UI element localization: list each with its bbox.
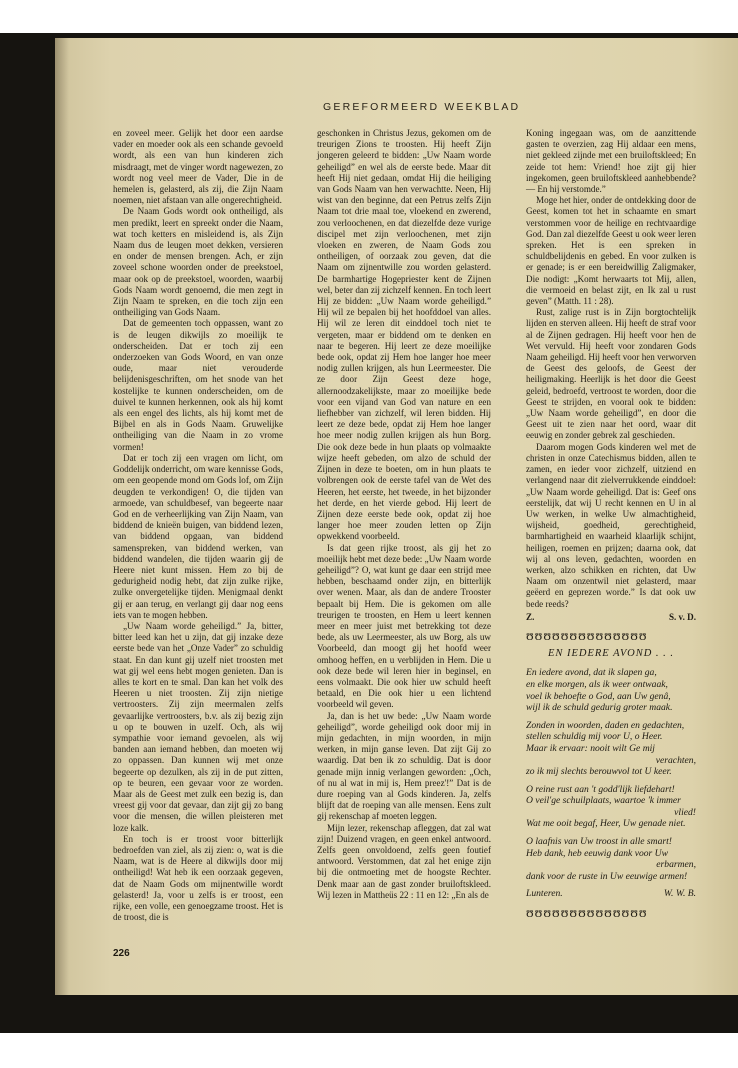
paragraph: Koning ingegaan was, om de aanzittende gasten te overzien, zag Hij aldaar een mens, niet gekleed zijnde met een bruiloftskleed; En zeide tot hem: Vriend! hoe zijt gij hier ingekomen, geen bruiloftskleed aanhebbende? — En hij verstomde.” <box>526 128 696 195</box>
poem-line: vlied! <box>674 806 696 818</box>
poem-line: O veil'ge schuilplaats, waartoe 'k immer <box>526 795 681 807</box>
page-number: 226 <box>113 948 130 959</box>
paragraph: Daarom mogen Gods kinderen wel met de christen in onze Catechismus bidden, allen te zamen, en ieder voor zichzelf, uitziend en verlangend naar dit zielverrukkende einddoel: „Uw Naam worde geheiligd. Dat is: Geef ons eerstelijk, dat wij U recht kennen en U in al Uw werken, in welke Uw almachtigheid, wijsheid, goedheid, gerechtigheid, barmhartigheid en waarheid klaarlijk schijnt, heiligen, roemen en prijzen; daarna ook, dat wij al ons leven, gedachten, woorden en werken, alzo schikken en richten, dat Uw Naam om onzentwil niet gelasterd, maar geëerd en geprezen worde.” Is dat ook uw bede reeds? <box>526 441 696 609</box>
poem-line: en elke morgen, als ik weer ontwaak, <box>526 678 668 690</box>
poem-line: En iedere avond, dat ik slapen ga, <box>526 667 657 679</box>
signature-left: Z. <box>526 611 535 622</box>
poem-place: Lunteren. <box>526 888 563 900</box>
paragraph: Ja, dan is het uw bede: „Uw Naam worde geheiligd”, worde geheiligd ook door mij in mijn gedachten, in mijn woorden, in mijn werken, in mijn ganse leven. Dat zijt Gij zo waardig. Dat ben ik zo schuldig. Dat is door genade mijn innig verlangen geworden: „Och, of nu al wat in mij is, Hem preez'!” Dat is de dure roeping van al Gods kinderen. Ja, zelfs blijft dat de roeping van alle mensen. Eens zult gij rekenschap af moeten leggen. <box>317 710 491 822</box>
poem-stanza <box>526 720 696 778</box>
paragraph: geschonken in Christus Jezus, gekomen om de treurigen Zions te troosten. Hij heeft Zijn jongeren geleerd te bidden: „Uw Naam worde geheiligd” en wel als de eerste bede. Maar dit heeft Hij niet gedaan, omdat Hij die heiliging van Gods Naam van hen verwachtte. Neen, Hij wist van den beginne, dat een Petrus zelfs Zijn Naam tot drie maal toe, vloekend en zwerend, zou verloochenen, en dat diezelfde deze vurige discipel met zijn verloochenen, met zijn vloeken en zweren, de Naam Gods zou ontheiligen, of oorzaak zou geven, dat die Naam om zijnentwille zou worden gelasterd. De barmhartige Hogepriester kent de Zijnen wel, beter dan zij zichzelf kennen. En toch leert Hij ze bidden: „Uw Naam worde geheiligd.” Hij wil ze bepalen bij het hoofddoel van alles. Hij wil ze leren dit einddoel toch niet te vergeten, maar er biddend om te denken en naar te begeren. Hij leert ze deze moeilijke bede ook, opdat zij Hem hoe langer hoe meer nodig zullen krijgen, als hun Leermeester. Die ze door Zijn Geest deze hoge, allernoodzakelijkste, maar zo moeilijke bede voor een vijand van God van nature en een liefhebber van zichzelf, wil leren bidden. Hij leert ze deze bede, opdat zij Hem hoe langer hoe meer nodig zullen krijgen als hun Borg. Die ook deze bede in hun plaats op volmaakte wijze heeft gebeden, om alzo de schuld der Zijnen in deze te boeten, om in hun plaats te volbrengen ook de eerste tafel van de Wet des Heeren, het eerste, het tweede, in het bijzonder het derde, en het vierde gebod. Hij leert de Zijnen deze eerste bede ook, opdat zij hoe langer hoe meer zouden letten op Zijn opwekkend voorbeeld. <box>317 128 491 542</box>
poem-line: Wat me ooit begaf, Heer, Uw genade niet. <box>526 818 686 830</box>
poem-line: O laafnis van Uw troost in alle smart! <box>526 836 672 848</box>
poem-line: dank voor de ruste in Uw eeuwige armen! <box>526 870 688 882</box>
paragraph: „Uw Naam worde geheiligd.” Ja, bitter, bitter leed kan het u zijn, dat gij inzake deze eerste bede van het „Onze Vader” zo schuldig staat. En dan kunt gij uzelf niet troosten met wat gij wel eens hebt mogen genieten. Dan is alles te kort en te smal. Dan kan het volk des Heeren u niet troosten. Zij zijn nietige vertroosters. Zij zijn meermalen zelfs gevaarlijke vertroosters, b.v. als zij bezig zijn u op te bouwen in uzelf. Och, als wij sympathie voor iemand gevoelen, als wij banden aan iemand hebben, dan moeten wij zo oppassen. Dan kunnen wij met onze begeerte op dezulken, als zij in de put zitten, op te beuren, een gevaar voor ze worden. Maar als de Geest met zulk een bezig is, dan vreest gij voor dat gevaar, dan zijt gij zo bang voor die mensen, die willen pleisteren met loze kalk. <box>113 620 283 833</box>
page-header-title: GEREFORMEERD WEEKBLAD <box>323 101 521 113</box>
paragraph: En toch is er troost voor bitterlijk bedroefden van ziel, als zij zien: o, wat is die Naam, wat is de Heere al dikwijls door mij ontheiligd! Wat heb ik een oorzaak gegeven, dat de Naam Gods om mijnentwille wordt gelasterd! Ja, voor u zelfs is er troost, een rijke, een volle, een genoegzame troost. Het is de troost, die is <box>113 833 283 923</box>
poem-line: erbarmen, <box>656 859 696 871</box>
poem-line: zo ik mij slechts berouwvol tot U keer. <box>526 766 672 778</box>
paragraph: Rust, zalige rust is in Zijn borgtochtelijk lijden en sterven alleen. Hij heeft de straf voor al de Zijnen gedragen. Hij heeft voor hen de Wet vervuld. Hij heeft voor zondaren Gods Naam geheiligd. Hij heeft voor hen verworven de Geest des geloofs, de Geest der heiligmaking. Heerlijk is het door die Geest geleid, bedroefd, vertroost te worden, door die Geest te strijden, en vooral ook te bidden: „Uw Naam worde geheiligd”, en door die Geest uit te zien naar het oord, waar dit eeuwig en zonder gebrek zal geschieden. <box>526 307 696 441</box>
ornament-divider: ʊʊʊʊʊʊʊʊʊʊʊʊʊʊ <box>526 630 648 643</box>
poem-line: Zonden in woorden, daden en gedachten, <box>526 719 685 731</box>
article-signature <box>526 612 696 623</box>
paragraph: Is dat geen rijke troost, als gij het zo moeilijk hebt met deze bede: „Uw Naam worde geheiligd”? O, wat kunt ge daar een strijd mee hebben, beschaamd onder zijn, en bitterlijk over wenen. Maar, als dan de andere Trooster bepaalt bij Hem. Die is gekomen om alle treurigen te troosten, en Hem u leert kennen meer en meer juist met betrekking tot deze bede, als uw Leermeester, als uw Borg, als uw Voorbeeld, dan moogt gij het hoofd weer omhoog heffen, en u verblijden in Hem. Die u ook deze bede wil leren hier in beginsel, en eens volmaakt. Die ook hier uw schuld heeft betaald, en Die ook hier u een lichtend voorbeeld wil geven. <box>317 542 491 710</box>
poem-line: wijl ik de schuld gedurig groter maak. <box>526 702 673 714</box>
poem-line: Maar ik ervaar: nooit wilt Ge mij <box>526 742 655 754</box>
ornament-divider: ʊʊʊʊʊʊʊʊʊʊʊʊʊʊ <box>526 908 648 920</box>
poem-line: voel ik behoefte o God, aan Uw genâ, <box>526 690 671 702</box>
column-2 <box>317 128 491 901</box>
poem-signature <box>526 888 696 900</box>
poem-stanza <box>526 784 696 830</box>
poem-stanza <box>526 667 696 713</box>
column-1 <box>113 128 283 923</box>
poem-line: Heb dank, heb eeuwig dank voor Uw <box>526 847 669 859</box>
poem-author: W. W. B. <box>663 888 696 900</box>
paragraph: De Naam Gods wordt ook ontheiligd, als men predikt, leert en spreekt onder die Naam, wat toch ketters en misleidend is, als Zijn Naam dus de leugen moet dekken, versieren en onder de mensen brengen. Ach, er zijn zoveel schone woorden onder de preekstoel, maar ook op de preekstoel, woorden, waarbij Gods Naam wordt genoemd, die men zegt in Zijn Naam te spreken, en die toch zijn een ontheiliging van Gods Naam. <box>113 206 283 318</box>
poem-line: verachten, <box>655 754 696 766</box>
poem-line: O reine rust aan 't godd'lijk liefdehart! <box>526 783 675 795</box>
paragraph: Mijn lezer, rekenschap afleggen, dat zal wat zijn! Duizend vragen, en geen enkel antwoord. Zelfs geen onvoldoend, zelfs geen foutief antwoord. Verstommen, dat zal het enige zijn bij die ontmoeting met de hoogste Rechter. Denk maar aan de gast zonder bruiloftskleed. Wij lezen in Mattheüs 22 : 11 en 12: „En als de <box>317 822 491 900</box>
paragraph: en zoveel meer. Gelijk het door een aardse vader en moeder ook als een schande gevoeld wordt, als een van hun kinderen zich misdraagt, met de vinger wordt nagewezen, zo wordt nog veel meer de Vader, Die in de hemelen is, gelasterd, als zij, die Zijn Naam noemen, niet afstaan van alle ongerechtigheid. <box>113 128 283 206</box>
page-gutter-shadow <box>55 38 69 995</box>
poem <box>526 667 696 900</box>
signature-right: S. v. D. <box>668 611 696 622</box>
poem-stanza <box>526 836 696 882</box>
paragraph: Dat er toch zij een vragen om licht, om Goddelijk onderricht, om ware kennisse Gods, om een geopende mond om Gods lof, om Zijn deugden te verkondigen! O, die tijden van armoede, van schuldbesef, van begeerte naar God en de verheerlijking van Zijn Naam, van biddend de knieën buigen, van biddend lezen, van biddend opgaan, van biddend samenspreken, van biddend werken, van biddend wandelen, die tijden waarin gij de Heere niet kunt missen. Hem zo bij de gedurigheid nodig hebt, dat zijn zulke rijke, zulke onvergetelijke tijden. Menigmaal denkt gij er aan terug, en verlangt gij daar nog eens iets van te mogen hebben. <box>113 452 283 620</box>
magazine-page <box>55 38 738 995</box>
paragraph: Moge het hier, onder de ontdekking door de Geest, komen tot het in schaamte en smart verstommen voor de heilige en rechtvaardige God. Dan zal diezelfde Geest u ook weer leren spreken. Het is een spreken in schuldbelijdenis en gebed. En voor zulken is er genade; is er een bereidwillig Zaligmaker, Die nodigt: „Komt herwaarts tot Mij, allen, die vermoeid en belast zijt, en Ik zal u rust geven” (Matth. 11 : 28). <box>526 195 696 307</box>
poem-title: EN IEDERE AVOND . . . <box>547 648 675 660</box>
paragraph: Dat de gemeenten toch oppassen, want zo is de leugen dikwijls zo moeilijk te onderscheiden. Dat er toch zij een onderzoeken van Gods Woord, en van onze oude, maar niet verouderde belijdenisgeschriften, om het snode van het kostelijke te kunnen onderscheiden, om de duivel te kunnen herkennen, ook als hij komt als een engel des lichts, als hij komt met de Bijbel en als in Gods Naam. Gruwelijke ontheiliging van die Naam in zo vrome vormen! <box>113 318 283 452</box>
poem-line: stellen schuldig mij voor U, o Heer. <box>526 731 663 743</box>
column-3 <box>526 128 696 925</box>
